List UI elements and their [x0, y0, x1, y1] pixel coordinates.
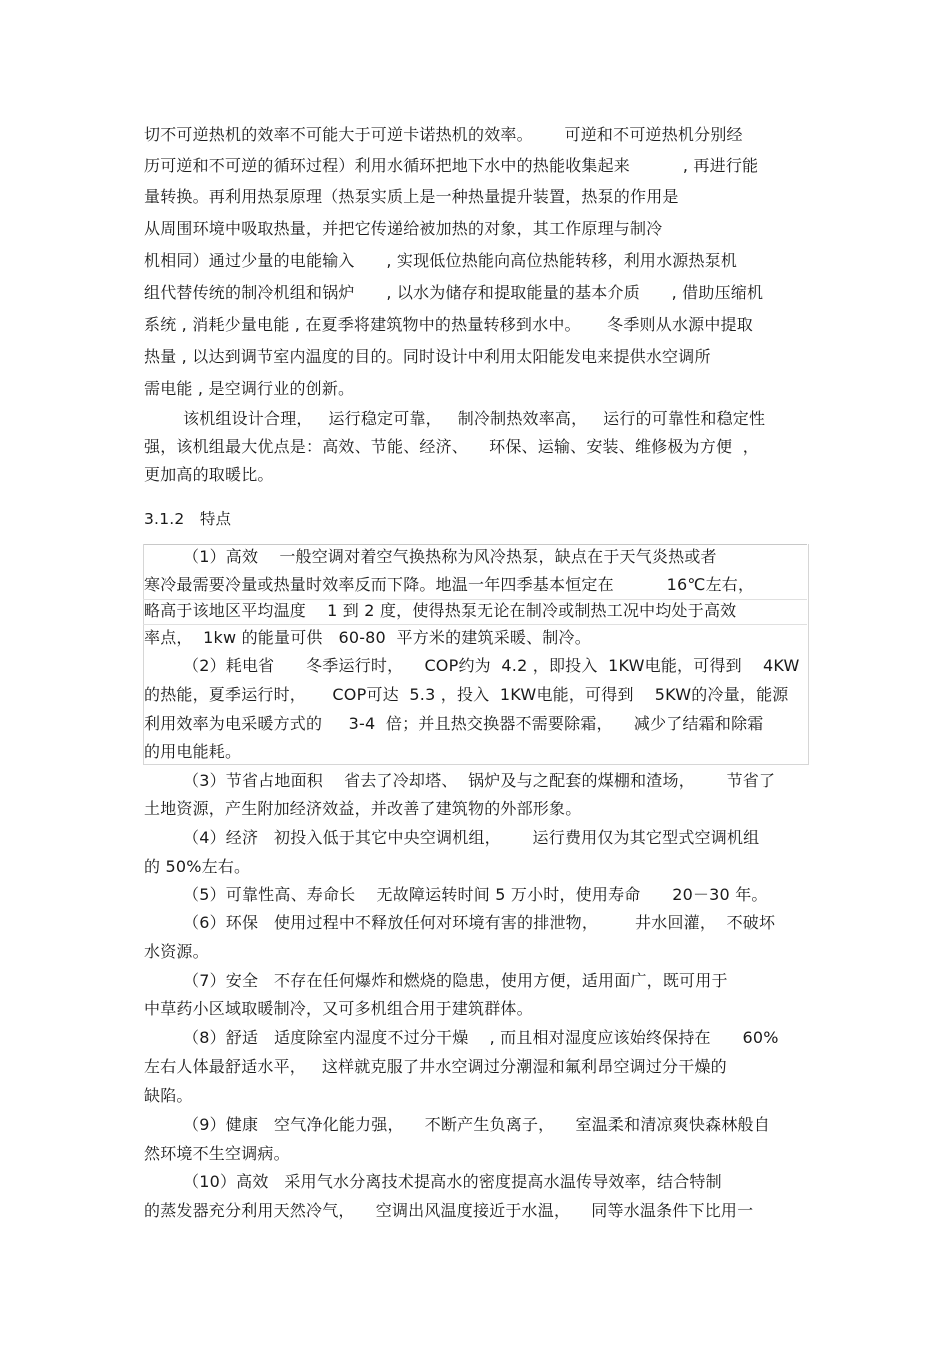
- feature-9-line: 然环境不生空调病。: [144, 1144, 290, 1163]
- feature-10-line: （10）高效 采用气水分离技术提高水的密度提高水温传导效率，结合特制: [183, 1172, 722, 1191]
- feature-4-line: 的 50%左右。: [144, 857, 251, 876]
- frame-rule: [143, 624, 807, 625]
- intro-line: 组代替传统的制冷机组和锅炉 , 以水为储存和提取能量的基本介质 , 借助压缩机: [144, 283, 764, 302]
- feature-10-line: 的蒸发器充分利用天然冷气， 空调出风温度接近于水温， 同等水温条件下比用一: [144, 1201, 754, 1220]
- feature-8-line: 缺陷。: [144, 1086, 193, 1105]
- summary-line: 该机组设计合理， 运行稳定可靠， 制冷制热效率高， 运行的可靠性和稳定性: [183, 409, 766, 428]
- feature-2-line: （2）耗电省 冬季运行时， COP约为 4.2 ，即投入 1KW电能，可得到 4KW: [183, 656, 800, 675]
- feature-1-line: 略高于该地区平均温度 1 到 2 度，使得热泵无论在制冷或制热工况中均处于高效: [144, 601, 737, 620]
- feature-1-line: 寒冷最需要冷量或热量时效率反而下降。地温一年四季基本恒定在 16℃左右，: [144, 575, 755, 594]
- summary-line: 更加高的取暖比。: [144, 465, 274, 484]
- feature-9-line: （9）健康 空气净化能力强， 不断产生负离子， 室温柔和清凉爽快森林般自: [183, 1115, 770, 1134]
- feature-2-line: 的用电能耗。: [144, 742, 242, 761]
- feature-8-line: （8）舒适 适度除室内湿度不过分干燥 , 而且相对湿度应该始终保持在 60%: [183, 1028, 779, 1047]
- summary-line: 强，该机组最大优点是：高效、节能、经济、 环保、运输、安装、维修极为方便 ，: [144, 437, 759, 456]
- feature-3-line: 土地资源，产生附加经济效益，并改善了建筑物的外部形象。: [144, 799, 582, 818]
- feature-1-line: 率点， 1kw 的能量可供 60-80 平方米的建筑采暖、制冷。: [144, 628, 591, 647]
- intro-line: 切不可逆热机的效率不可能大于可逆卡诺热机的效率。 可逆和不可逆热机分别经: [144, 125, 743, 144]
- feature-2-line: 的热能，夏季运行时， COP可达 5.3 ，投入 1KW电能，可得到 5KW的冷量，能源: [144, 685, 789, 704]
- feature-5-line: （5）可靠性高、寿命长 无故障运转时间 5 万小时，使用寿命 20－30 年。: [183, 885, 768, 904]
- intro-line: 系统 , 消耗少量电能 , 在夏季将建筑物中的热量转移到水中。 冬季则从水源中提取: [144, 315, 753, 334]
- feature-1-line: （1）高效 一般空调对着空气换热称为风冷热泵，缺点在于天气炎热或者: [183, 547, 717, 566]
- feature-7-line: （7）安全 不存在任何爆炸和燃烧的隐患，使用方便，适用面广，既可用于: [183, 971, 728, 990]
- feature-4-line: （4）经济 初投入低于其它中央空调机组， 运行费用仅为其它型式空调机组: [183, 828, 760, 847]
- feature-8-line: 左右人体最舒适水平， 这样就克服了井水空调过分潮湿和氟利昂空调过分干燥的: [144, 1057, 727, 1076]
- intro-line: 量转换。再利用热泵原理（热泵实质上是一种热量提升装置，热泵的作用是: [144, 187, 679, 206]
- feature-6-line: （6）环保 使用过程中不释放任何对环境有害的排泄物， 井水回灌， 不破坏: [183, 913, 776, 932]
- feature-6-line: 水资源。: [144, 942, 209, 961]
- intro-line: 机相同）通过少量的电能输入 , 实现低位热能向高位热能转移，利用水源热泵机: [144, 251, 738, 270]
- feature-3-line: （3）节省占地面积 省去了冷却塔、 锅炉及与之配套的煤棚和渣场， 节省了: [183, 771, 776, 790]
- feature-7-line: 中草药小区域取暖制冷，又可多机组合用于建筑群体。: [144, 999, 533, 1018]
- feature-2-line: 利用效率为电采暖方式的 3-4 倍；并且热交换器不需要除霜， 减少了结霜和除霜: [144, 714, 764, 733]
- intro-line: 历可逆和不可逆的循环过程）利用水循环把地下水中的热能收集起来 , 再进行能: [144, 156, 759, 175]
- intro-line: 从周围环境中吸取热量，并把它传递给被加热的对象，其工作原理与制冷: [144, 219, 663, 238]
- intro-line: 需电能 , 是空调行业的创新。: [144, 379, 355, 398]
- section-heading: 3.1.2 特点: [144, 510, 232, 528]
- intro-line: 热量 , 以达到调节室内温度的目的。同时设计中利用太阳能发电来提供水空调所: [144, 347, 711, 366]
